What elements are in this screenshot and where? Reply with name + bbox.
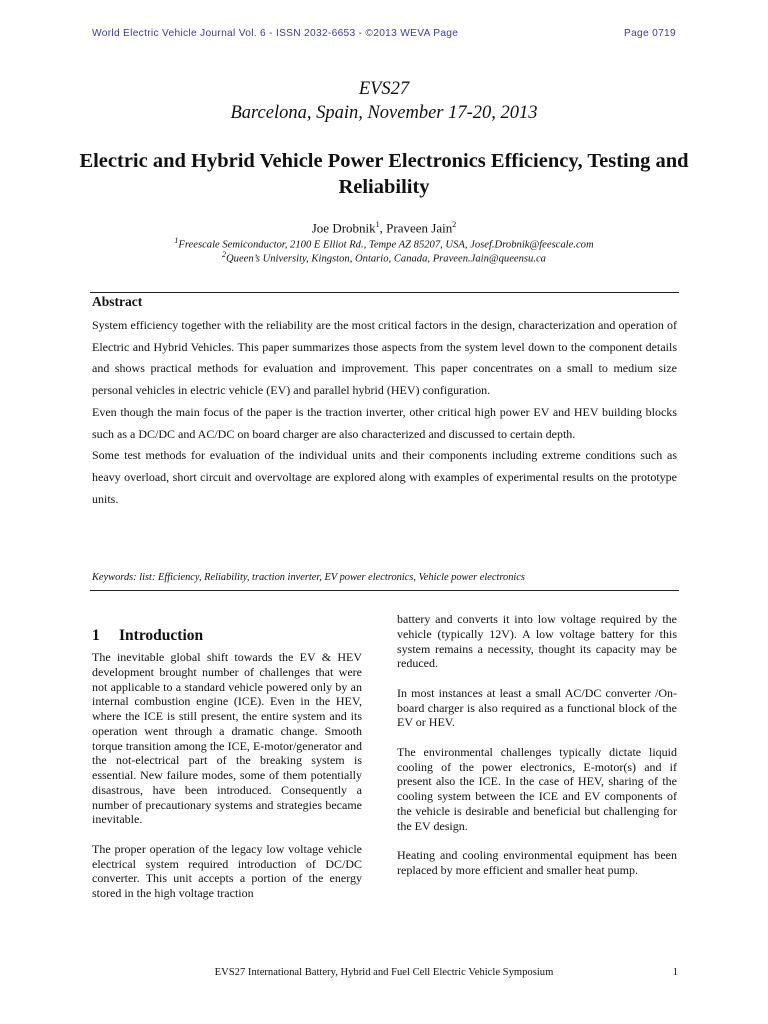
author-affiliation-mark: 2 bbox=[452, 220, 457, 229]
author-list bbox=[0, 220, 768, 236]
abstract-top-rule bbox=[90, 292, 679, 293]
running-header bbox=[92, 28, 676, 44]
conference-place-date: Barcelona, Spain, November 17-20, 2013 bbox=[230, 103, 538, 123]
affiliation bbox=[0, 250, 768, 265]
section-number: 1 bbox=[92, 627, 100, 644]
author-name: Praveen Jain bbox=[386, 220, 453, 236]
affiliation-text: Freescale Semiconductor, 2100 E Elliot Rd., Tempe AZ 85207, USA, Josef.Drobnik@feescale.com bbox=[178, 239, 594, 251]
affiliation-text: Queen’s University, Kingston, Ontario, Canada, Praveen.Jain@queensu.ca bbox=[226, 253, 546, 265]
author-separator: , bbox=[379, 220, 387, 236]
body-paragraph: The inevitable global shift towards the EV & HEV development brought number of challenges that were not applicable to a standard vehicle powered only by an internal combustion engine (ICE). Even in the HEV, where the ICE is still present, the entire system and its operation went through a dramatic change. Smooth torque transition among the ICE, E-motor/generator and the not-electrical part of the breaking system is essential. New failure modes, some of them potentially disastrous, have been introduced. Consequently a number of precautionary systems and strategies became inevitable. bbox=[92, 650, 362, 827]
header-page-number: Page 0719 bbox=[624, 28, 676, 39]
author-name: Joe Drobnik bbox=[311, 220, 376, 236]
section-title: Introduction bbox=[119, 627, 204, 644]
footer-page-number: 1 bbox=[672, 967, 678, 978]
abstract-paragraph: System efficiency together with the reliability are the most critical factors in the design, characterization and operation of Electric and Hybrid Vehicles. This paper summarizes those aspects from the system level down to the component details and shows practical methods for evaluation and improvement. This paper concentrates on a small to medium size personal vehicles in electric vehicle (EV) and parallel hybrid (HEV) configuration. bbox=[92, 318, 677, 398]
body-paragraph: The proper operation of the legacy low voltage vehicle electrical system required introduction of DC/DC converter. This unit accepts a portion of the energy stored in the high voltage traction bbox=[92, 841, 362, 900]
journal-header: World Electric Vehicle Journal Vol. 6 - ISSN 2032-6653 - ©2013 WEVA Page bbox=[92, 28, 459, 39]
affiliation-mark: 1 bbox=[174, 236, 179, 245]
abstract-body bbox=[92, 315, 677, 510]
right-column bbox=[397, 612, 677, 892]
page-footer: EVS27 International Battery, Hybrid and Fuel Cell Electric Vehicle Symposium bbox=[214, 967, 554, 978]
affiliation bbox=[0, 236, 768, 251]
body-paragraph: In most instances at least a small AC/DC converter /On-board charger is also required as a functional block of the EV or HEV. bbox=[397, 685, 677, 730]
keywords: Keywords: list: Efficiency, Reliability, traction inverter, EV power electronics, Vehicle power electronics bbox=[92, 572, 525, 583]
left-column bbox=[92, 650, 362, 916]
abstract-paragraph: Even though the main focus of the paper is the traction inverter, other critical high power EV and HEV building blocks such as a DC/DC and AC/DC on board charger are also characterized and discussed to certain depth. bbox=[92, 404, 677, 441]
body-paragraph: Heating and cooling environmental equipment has been replaced by more efficient and smaller heat pump. bbox=[397, 848, 677, 877]
conference-name: EVS27 bbox=[358, 79, 410, 99]
author-affiliation-mark: 1 bbox=[375, 220, 380, 229]
body-paragraph: battery and converts it into low voltage required by the vehicle (typically 12V). A low voltage battery for this system remains a necessity, thought its capacity may be reduced. bbox=[397, 612, 677, 671]
abstract-paragraph: Some test methods for evaluation of the individual units and their components including extreme conditions such as heavy overload, short circuit and overvoltage are explored along with examples of experimental results on the prototype units. bbox=[92, 448, 677, 506]
abstract-heading: Abstract bbox=[92, 294, 143, 309]
affiliation-mark: 2 bbox=[222, 250, 227, 259]
abstract-bottom-rule bbox=[90, 590, 679, 591]
paper-title: Electric and Hybrid Vehicle Power Electronics Efficiency, Testing and Reliability bbox=[79, 150, 689, 198]
section-heading bbox=[92, 627, 203, 645]
body-paragraph: The environmental challenges typically dictate liquid cooling of the power electronics, E-motor(s) and if present also the ICE. In the case of HEV, sharing of the cooling system between the ICE and EV components of the vehicle is desirable and beneficial but challenging for the EV design. bbox=[397, 744, 677, 833]
